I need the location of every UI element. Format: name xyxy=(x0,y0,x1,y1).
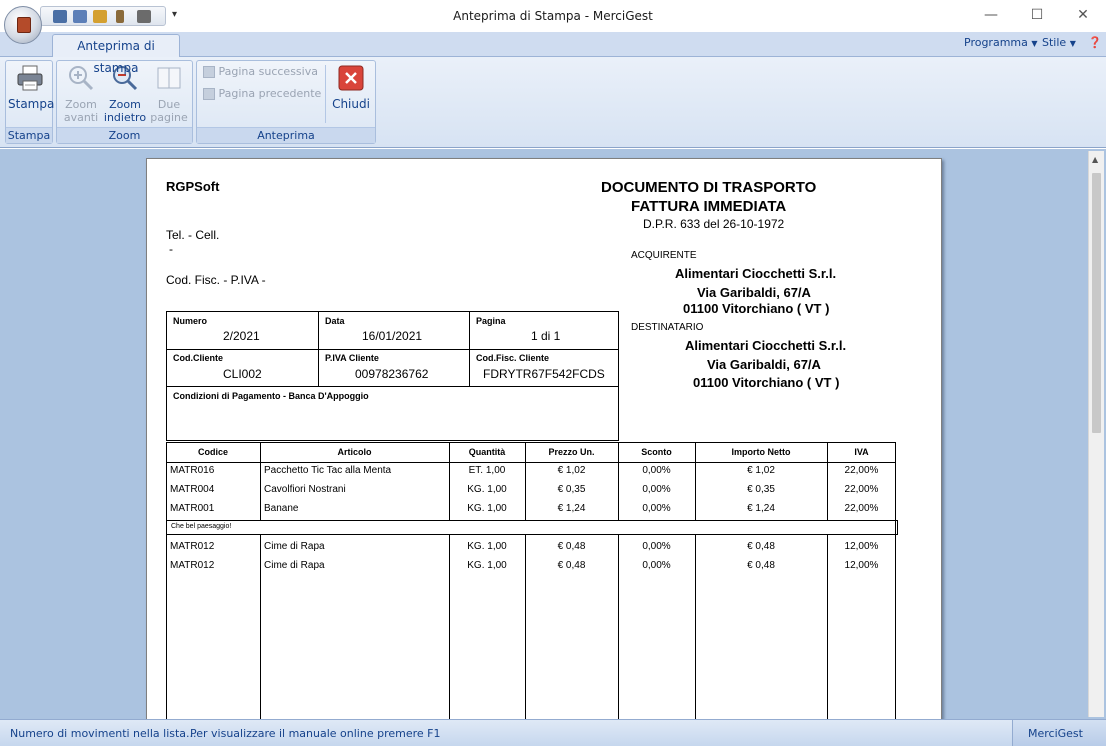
app-logo-icon xyxy=(17,17,31,33)
group-zoom-label: Zoom xyxy=(57,127,192,143)
vertical-scrollbar[interactable] xyxy=(1088,151,1104,717)
note-text: Che bel paesaggio! xyxy=(171,523,232,530)
data-value: 16/01/2021 xyxy=(362,329,423,343)
cell-codice: MATR004 xyxy=(170,484,215,495)
codfisc-cliente-value: FDRYTR67F542FCDS xyxy=(483,367,605,381)
chiudi-label: Chiudi xyxy=(332,97,370,111)
cell-importo: € 0,48 xyxy=(747,541,775,552)
scrollbar-thumb[interactable] xyxy=(1092,173,1101,433)
dpr-reference: D.P.R. 633 del 26-10-1972 xyxy=(643,217,785,231)
company-phone: Tel. - Cell. xyxy=(166,228,220,242)
pagina-successiva-button[interactable] xyxy=(203,63,318,81)
cell-codice: MATR012 xyxy=(170,560,215,571)
pagina-successiva-label: Pagina successiva xyxy=(218,65,318,78)
due-pagine-button[interactable] xyxy=(147,63,191,124)
cell-importo: € 0,48 xyxy=(747,560,775,571)
col-header-codice: Codice xyxy=(197,447,228,457)
cell-sconto: 0,00% xyxy=(642,465,671,476)
destinatario-label: DESTINATARIO xyxy=(631,322,704,333)
cell-codice: MATR012 xyxy=(170,541,215,552)
quick-access-toolbar xyxy=(40,6,166,26)
cell-quantita: KG. 1,00 xyxy=(467,560,507,571)
group-anteprima-label: Anteprima xyxy=(197,127,375,143)
cell-codice: MATR016 xyxy=(170,465,215,476)
scroll-up-icon[interactable]: ▲ xyxy=(1092,155,1099,164)
cell-importo: € 0,35 xyxy=(747,484,775,495)
cell-iva: 22,00% xyxy=(844,503,879,514)
due-pagine-label-2: pagine xyxy=(150,111,188,124)
company-codfisc: Cod. Fisc. - P.IVA - xyxy=(166,273,266,287)
company-name: RGPSoft xyxy=(166,179,220,194)
stampa-button[interactable] xyxy=(8,63,55,111)
col-header-iva: IVA xyxy=(854,447,869,457)
previous-page-icon xyxy=(203,88,215,100)
document-subtitle: FATTURA IMMEDIATA xyxy=(631,198,787,215)
status-hint: Per visualizzare il manuale online premere F1 xyxy=(190,727,441,740)
cell-articolo: Banane xyxy=(264,503,299,514)
cell-articolo: Cime di Rapa xyxy=(264,541,325,552)
close-icon xyxy=(336,63,366,93)
cell-importo: € 1,24 xyxy=(747,503,775,514)
col-header-articolo: Articolo xyxy=(337,447,372,457)
person-icon[interactable] xyxy=(73,10,87,23)
help-icon[interactable]: ❓ xyxy=(1088,36,1102,49)
chiudi-button[interactable] xyxy=(329,63,373,111)
cell-sconto: 0,00% xyxy=(642,541,671,552)
pagina-precedente-label: Pagina precedente xyxy=(218,87,322,100)
cell-prezzo: € 1,02 xyxy=(557,465,586,476)
stampa-label: Stampa xyxy=(8,97,55,111)
note-row xyxy=(166,520,898,535)
two-pages-icon xyxy=(154,63,184,93)
cell-articolo: Cime di Rapa xyxy=(264,560,325,571)
company-phone-2: - xyxy=(169,242,173,256)
pagina-value: 1 di 1 xyxy=(531,329,561,343)
document-page xyxy=(146,158,942,728)
piva-cliente-label: P.IVA Cliente xyxy=(325,353,379,363)
menu-programma-label: Programma xyxy=(964,36,1028,49)
acquirente-name: Alimentari Ciocchetti S.r.l. xyxy=(675,266,837,281)
next-page-icon xyxy=(203,66,215,78)
group-separator xyxy=(325,65,326,123)
chevron-down-icon: ▼ xyxy=(1031,39,1038,48)
condizioni-pagamento-label: Condizioni di Pagamento - Banca D'Appoggio xyxy=(173,391,369,401)
cell-iva: 12,00% xyxy=(844,560,879,571)
col-header-sconto: Sconto xyxy=(641,447,672,457)
menu-stile[interactable] xyxy=(1042,36,1076,49)
zoom-avanti-label-2: avanti xyxy=(63,111,99,124)
pagina-precedente-button[interactable] xyxy=(203,85,321,103)
info-divider xyxy=(318,311,319,386)
cell-quantita: KG. 1,00 xyxy=(467,484,507,495)
group-stampa xyxy=(5,60,53,144)
acquirente-street: Via Garibaldi, 67/A xyxy=(697,285,811,300)
destinatario-city: 01100 Vitorchiano ( VT ) xyxy=(693,375,840,390)
cell-iva: 22,00% xyxy=(844,484,879,495)
cell-prezzo: € 1,24 xyxy=(557,503,586,514)
destinatario-name: Alimentari Ciocchetti S.r.l. xyxy=(685,338,847,353)
close-window-button[interactable]: ✕ xyxy=(1077,7,1089,23)
cell-quantita: KG. 1,00 xyxy=(467,541,507,552)
tab-anteprima-di-stampa[interactable]: Anteprima di stampa xyxy=(52,34,180,57)
cell-articolo: Pacchetto Tic Tac alla Menta xyxy=(264,465,392,476)
status-app-name: MerciGest xyxy=(1028,727,1083,740)
zoom-in-icon xyxy=(66,63,96,93)
destinatario-street: Via Garibaldi, 67/A xyxy=(707,357,821,372)
qat-customize-icon[interactable]: ▾ xyxy=(172,9,178,20)
piva-cliente-value: 00978236762 xyxy=(355,367,429,381)
cell-articolo: Cavolfiori Nostrani xyxy=(264,484,346,495)
cell-sconto: 0,00% xyxy=(642,484,671,495)
application-menu-button[interactable] xyxy=(4,6,42,44)
maximize-button[interactable]: ☐ xyxy=(1030,7,1044,23)
cell-importo: € 1,02 xyxy=(747,465,775,476)
cell-iva: 22,00% xyxy=(844,465,879,476)
info-divider xyxy=(469,311,470,386)
menu-stile-label: Stile xyxy=(1042,36,1067,49)
minimize-button[interactable]: — xyxy=(984,7,998,23)
menu-programma[interactable] xyxy=(964,36,1038,49)
chevron-down-icon: ▼ xyxy=(1069,39,1076,48)
calculator-icon[interactable] xyxy=(137,10,151,23)
col-header-prezzo: Prezzo Un. xyxy=(548,447,595,457)
status-text: Numero di movimenti nella lista... xyxy=(10,727,197,740)
cell-quantita: ET. 1,00 xyxy=(468,465,506,476)
pencil-icon[interactable] xyxy=(93,10,107,23)
pagina-label: Pagina xyxy=(476,316,506,326)
zoom-avanti-label-1: Zoom xyxy=(65,98,97,111)
col-header-quantita: Quantità xyxy=(468,447,506,457)
cell-prezzo: € 0,48 xyxy=(557,541,586,552)
data-label: Data xyxy=(325,316,345,326)
col-divider xyxy=(260,535,261,728)
cell-sconto: 0,00% xyxy=(642,560,671,571)
cod-cliente-value: CLI002 xyxy=(223,367,262,381)
cell-sconto: 0,00% xyxy=(642,503,671,514)
acquirente-label: ACQUIRENTE xyxy=(631,250,697,261)
due-pagine-label-1: Due xyxy=(157,98,181,111)
document-title: DOCUMENTO DI TRASPORTO xyxy=(601,179,817,196)
codfisc-cliente-label: Cod.Fisc. Cliente xyxy=(476,353,550,363)
info-divider xyxy=(166,349,619,350)
hammer-icon[interactable] xyxy=(116,10,124,23)
cod-cliente-label: Cod.Cliente xyxy=(173,353,224,363)
table-header-divider xyxy=(166,462,896,463)
status-bar xyxy=(0,719,1106,746)
group-anteprima xyxy=(196,60,376,144)
numero-label: Numero xyxy=(173,316,208,326)
zoom-indietro-label-2: indietro xyxy=(103,111,147,124)
users-icon[interactable] xyxy=(53,10,67,23)
cell-prezzo: € 0,35 xyxy=(557,484,586,495)
info-divider xyxy=(166,386,619,387)
printer-icon xyxy=(15,63,45,93)
group-stampa-label: Stampa xyxy=(7,129,51,142)
numero-value: 2/2021 xyxy=(223,329,260,343)
window-title: Anteprima di Stampa - MerciGest xyxy=(453,9,653,23)
cell-prezzo: € 0,48 xyxy=(557,560,586,571)
acquirente-city: 01100 Vitorchiano ( VT ) xyxy=(683,301,830,316)
col-header-importo: Importo Netto xyxy=(731,447,791,457)
cell-iva: 12,00% xyxy=(844,541,879,552)
cell-codice: MATR001 xyxy=(170,503,215,514)
zoom-indietro-label-1: Zoom xyxy=(109,98,141,111)
cell-quantita: KG. 1,00 xyxy=(467,503,507,514)
